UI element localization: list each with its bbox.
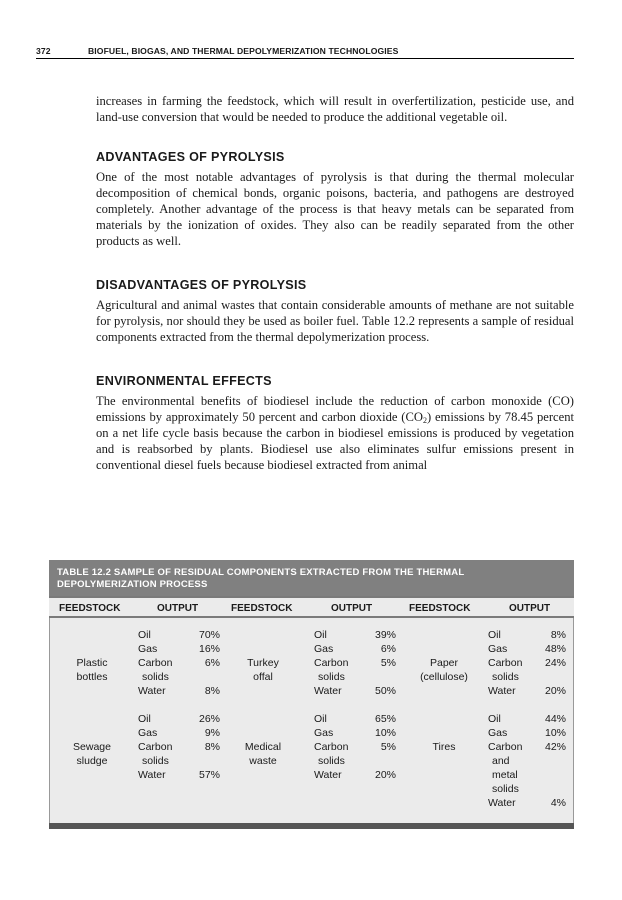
body-text [96,93,574,473]
output-component: Water [138,769,166,781]
output-component: solids [492,671,519,683]
heading-disadvantages: DISADVANTAGES OF PYROLYSIS [96,278,307,292]
output-row [314,670,396,684]
output-percent: 20% [374,769,396,781]
output-component: Oil [138,713,151,725]
output-percent: 42% [544,741,566,753]
col-header-feedstock-3: FEEDSTOCK [409,603,471,614]
output-percent: 50% [374,685,396,697]
output-component: metal [492,769,518,781]
feedstock-name [230,740,296,768]
output-row [138,670,220,684]
output-row [488,642,566,656]
output-row [314,712,396,726]
output-row [314,684,396,698]
output-component: Carbon [138,657,173,669]
output-list [488,712,566,810]
table-header-row [49,596,574,618]
output-row [138,754,220,768]
output-row [314,768,396,782]
output-percent: 8% [204,741,220,753]
residual-components-table [49,560,574,829]
feedstock-line: Medical [244,741,282,753]
output-row [488,684,566,698]
output-component: solids [318,755,345,767]
output-row [138,768,220,782]
output-component: Oil [314,629,327,641]
env-text-part1: The environmental benefits of biodiesel include the reduction of carbon monoxide (CO) emissions by approximately 50 percent and carbon dioxide (CO [96,394,574,424]
table-body [49,618,574,823]
output-component: Water [488,685,516,697]
feedstock-name [54,656,130,684]
feedstock-line: Paper [429,657,459,669]
output-row [314,726,396,740]
output-percent: 6% [204,657,220,669]
output-component: Gas [488,643,508,655]
feedstock-line: Tires [432,741,456,753]
feedstock-line: Plastic [76,657,108,669]
output-row [138,642,220,656]
output-row [314,628,396,642]
output-row [138,712,220,726]
output-component: Oil [138,629,151,641]
output-percent: 5% [380,741,396,753]
output-percent: 26% [198,713,220,725]
feedstock-line: offal [253,671,273,683]
intro-paragraph: increases in farming the feedstock, which will result in overfertilization, pesticide use, and land-use conversion that would be needed to produce the additional vegetable oil. [96,94,574,124]
output-component: solids [142,755,169,767]
output-component: Oil [488,629,501,641]
output-component: Carbon [138,741,173,753]
output-component: Water [488,797,516,809]
output-list [488,628,566,698]
output-percent: 65% [374,713,396,725]
output-percent: 20% [544,685,566,697]
feedstock-line: sludge [76,755,108,767]
col-header-output-3: OUTPUT [509,603,551,614]
output-component: Oil [314,713,327,725]
output-component: Oil [488,713,501,725]
feedstock-line: Sewage [73,741,111,753]
heading-advantages: ADVANTAGES OF PYROLYSIS [96,150,285,164]
table-caption-line1: TABLE 12.2 SAMPLE OF RESIDUAL COMPONENTS EXTRACTED FROM THE THERMAL [57,567,465,578]
output-row [138,740,220,754]
output-component: Carbon [314,657,349,669]
output-component: Gas [138,727,158,739]
output-list [314,712,396,782]
output-percent: 44% [544,713,566,725]
output-row [488,768,566,782]
output-list [314,628,396,698]
output-percent: 8% [550,629,566,641]
output-percent: 5% [380,657,396,669]
env-text-part2: ) emissions by 78.45 percent on a net life cycle basis because the carbon in biodiesel emissions is produced by vegetation and is reabsorbed by plants. Biodiesel use also eliminates sulfur emissions present in conventional diesel fuels because biodiesel extracted from animal [96,410,574,472]
output-row [488,628,566,642]
output-component: solids [142,671,169,683]
feedstock-name [230,656,296,684]
output-percent: 6% [380,643,396,655]
output-percent: 8% [204,685,220,697]
paragraph-environmental [96,393,574,473]
feedstock-line: waste [249,755,277,767]
output-component: Water [138,685,166,697]
output-list [138,628,220,698]
col-header-output-2: OUTPUT [331,603,373,614]
output-row [138,656,220,670]
paragraph-disadvantages: Agricultural and animal wastes that contain considerable amounts of methane are not suitable for pyrolysis, nor should they be used as boiler fuel. Table 12.2 represents a sample of residual components extracted from the thermal depolymerization process. [96,298,574,344]
output-row [488,754,566,768]
output-row [488,656,566,670]
output-row [138,628,220,642]
output-component: Carbon [488,741,523,753]
output-percent: 10% [544,727,566,739]
table-footer-rule [49,823,574,829]
feedstock-name [402,656,486,684]
output-component: Water [314,769,342,781]
feedstock-name [402,740,486,754]
output-percent: 70% [198,629,220,641]
output-component: Gas [314,643,334,655]
output-percent: 16% [198,643,220,655]
output-row [138,726,220,740]
output-percent: 4% [550,797,566,809]
output-percent: 39% [374,629,396,641]
output-percent: 57% [198,769,220,781]
output-row [488,782,566,796]
output-component: Gas [488,727,508,739]
output-component: Gas [138,643,158,655]
output-row [488,712,566,726]
output-component: solids [492,783,519,795]
output-list [138,712,220,782]
output-percent: 48% [544,643,566,655]
heading-environmental: ENVIRONMENTAL EFFECTS [96,374,272,388]
table-caption [49,560,574,596]
output-percent: 10% [374,727,396,739]
output-row [488,796,566,810]
feedstock-line: bottles [76,671,108,683]
table-caption-line2: DEPOLYMERIZATION PROCESS [57,578,208,590]
output-component: Carbon [314,741,349,753]
running-header [36,44,574,59]
output-component: Carbon [488,657,523,669]
feedstock-name [54,740,130,768]
running-title: BIOFUEL, BIOGAS, AND THERMAL DEPOLYMERIZATION TECHNOLOGIES [88,46,399,56]
output-percent: 9% [204,727,220,739]
col-header-feedstock-1: FEEDSTOCK [59,603,121,614]
page-number: 372 [36,46,51,56]
output-percent: 24% [544,657,566,669]
col-header-feedstock-2: FEEDSTOCK [231,603,293,614]
feedstock-line: Turkey [247,657,279,669]
col-header-output-1: OUTPUT [157,603,199,614]
output-component: Water [314,685,342,697]
output-row [488,670,566,684]
output-component: Gas [314,727,334,739]
output-row [138,684,220,698]
output-row [314,740,396,754]
paragraph-advantages: One of the most notable advantages of pyrolysis is that during the thermal molecular decomposition of chemical bonds, organic poisons, bacteria, and pathogens are destroyed completely. Another advantage of the process is that heavy metals can be separated from materials by the ionization of oxides. They also can be readily separated from the other products as well. [96,170,574,248]
output-component: and [492,755,510,767]
output-row [488,740,566,754]
output-row [488,726,566,740]
output-component: solids [318,671,345,683]
output-row [314,642,396,656]
feedstock-line: (cellulose) [420,671,468,683]
co2-subscript: 2 [422,416,427,425]
output-row [314,754,396,768]
output-row [314,656,396,670]
